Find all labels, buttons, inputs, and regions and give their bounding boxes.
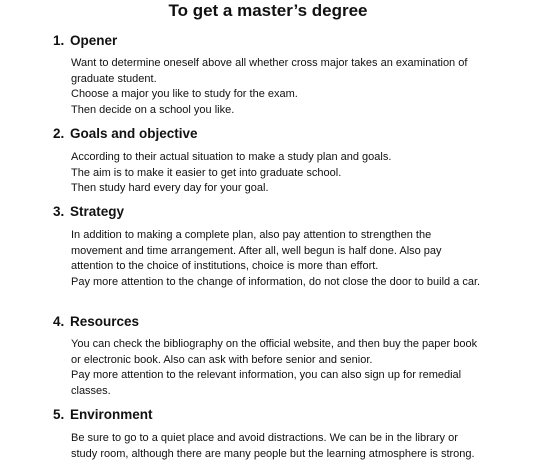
section-title: Resources <box>70 314 140 329</box>
section-title: Goals and objective <box>70 126 198 141</box>
section-number: 3. <box>53 204 65 219</box>
paragraph: You can check the bibliography on the official website, and then buy the paper book or electronic book. Also can ask with before senior and senior. <box>71 338 478 366</box>
section-heading-strategy <box>53 203 124 221</box>
section-number: 1. <box>53 33 65 48</box>
section-heading-resources <box>53 313 139 331</box>
paragraph: Pay more attention to the change of information, do not close the door to build a car. <box>71 275 481 288</box>
paragraph: Choose a major you like to study for the exam. <box>71 88 298 100</box>
section-number: 4. <box>53 314 65 329</box>
section-heading-goals <box>53 125 198 143</box>
paragraph: In addition to making a complete plan, also pay attention to strengthen the movement and time arrangement. After all, well begun is half done. Also pay attention to the choice of institutions, choice is more than effort. <box>71 229 442 272</box>
paragraph: The aim is to make it easier to get into graduate school. <box>71 166 342 179</box>
section-number: 2. <box>53 126 65 141</box>
paragraph: Pay more attention to the relevant information, you can also sign up for remedial classes. <box>71 369 462 397</box>
section-body-resources <box>71 337 481 399</box>
section-body-opener <box>71 56 481 118</box>
section-heading-environment <box>53 406 153 424</box>
document-title: To get a master’s degree <box>168 1 368 20</box>
section-title: Strategy <box>70 204 125 219</box>
section-title: Opener <box>70 33 118 48</box>
paragraph: Then study hard every day for your goal. <box>71 182 269 194</box>
section-number: 5. <box>53 407 65 422</box>
section-title: Environment <box>70 407 153 422</box>
section-body-goals <box>71 150 481 197</box>
paragraph: Want to determine oneself above all whether cross major takes an examination of graduate student. <box>71 57 468 85</box>
paragraph: Be sure to go to a quiet place and avoid distractions. We can be in the library or study room, although there are many people but the learning atmosphere is strong. <box>71 432 475 460</box>
section-body-strategy <box>71 228 481 290</box>
section-heading-opener <box>53 32 117 50</box>
section-body-environment <box>71 431 481 462</box>
paragraph: According to their actual situation to make a study plan and goals. <box>71 151 392 163</box>
paragraph: Then decide on a school you like. <box>71 103 235 116</box>
